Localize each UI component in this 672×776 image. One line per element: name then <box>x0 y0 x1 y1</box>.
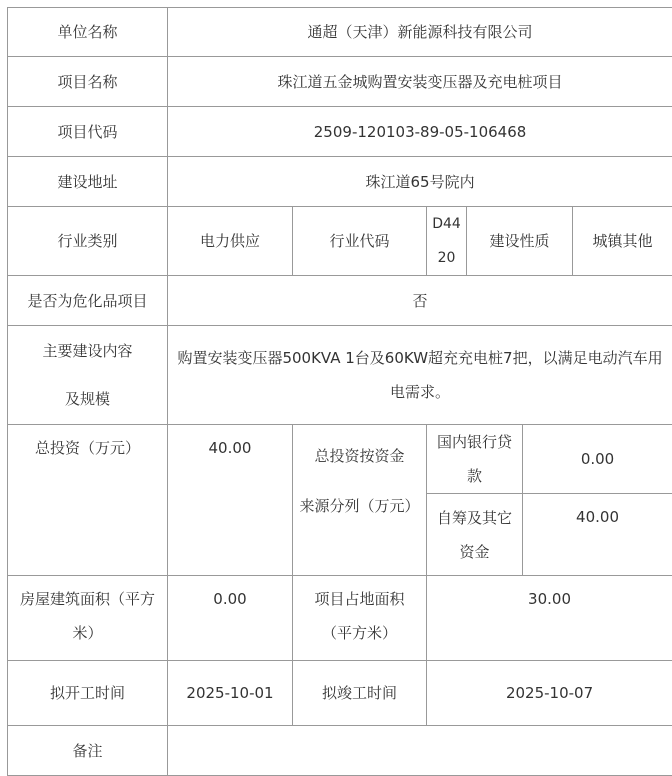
hazardous-value: 否 <box>168 276 672 326</box>
end-date-label: 拟竣工时间 <box>293 661 427 726</box>
row-hazardous <box>8 276 672 326</box>
bank-loan-value: 0.00 <box>523 425 672 494</box>
project-info-table <box>7 7 672 776</box>
land-area-value: 30.00 <box>427 576 672 661</box>
unit-name-value: 通超（天津）新能源科技有限公司 <box>168 8 672 57</box>
industry-code-value: D4420 <box>427 207 467 276</box>
main-content-value: 购置安装变压器500KVA 1台及60KW超充充电桩7把，以满足电动汽车用电需求。 <box>168 326 672 425</box>
remarks-value <box>168 726 672 776</box>
start-date-label: 拟开工时间 <box>8 661 168 726</box>
nature-label: 建设性质 <box>467 207 573 276</box>
row-site-address <box>8 157 672 207</box>
row-remarks <box>8 726 672 776</box>
row-main-content <box>8 326 672 425</box>
industry-code-label: 行业代码 <box>293 207 427 276</box>
self-fund-label: 自筹及其它资金 <box>427 494 523 576</box>
main-content-label-line2: 及规模 <box>12 375 163 423</box>
site-address-label: 建设地址 <box>8 157 168 207</box>
industry-label: 行业类别 <box>8 207 168 276</box>
main-content-label <box>8 326 168 425</box>
investment-value: 40.00 <box>168 425 293 576</box>
unit-name-label: 单位名称 <box>8 8 168 57</box>
bank-loan-label: 国内银行贷款 <box>427 425 523 494</box>
start-date-value: 2025-10-01 <box>168 661 293 726</box>
fund-source-label-line2: 来源分列（万元） <box>297 481 422 531</box>
row-project-code <box>8 107 672 157</box>
main-content-label-line1: 主要建设内容 <box>12 327 163 375</box>
row-unit-name <box>8 8 672 57</box>
row-area <box>8 576 672 661</box>
nature-value: 城镇其他 <box>573 207 672 276</box>
land-area-label-line1: 项目占地面积 <box>297 582 422 616</box>
row-investment-1 <box>8 425 672 494</box>
industry-value: 电力供应 <box>168 207 293 276</box>
end-date-value: 2025-10-07 <box>427 661 672 726</box>
building-area-value: 0.00 <box>168 576 293 661</box>
hazardous-label: 是否为危化品项目 <box>8 276 168 326</box>
fund-source-label-line1: 总投资按资金 <box>297 431 422 481</box>
land-area-label <box>293 576 427 661</box>
building-area-label: 房屋建筑面积（平方米） <box>8 576 168 661</box>
project-name-label: 项目名称 <box>8 57 168 107</box>
row-project-name <box>8 57 672 107</box>
row-industry <box>8 207 672 276</box>
row-dates <box>8 661 672 726</box>
project-code-value: 2509-120103-89-05-106468 <box>168 107 672 157</box>
land-area-label-line2: （平方米） <box>297 616 422 650</box>
investment-label: 总投资（万元） <box>8 425 168 576</box>
fund-source-label <box>293 425 427 576</box>
self-fund-value: 40.00 <box>523 494 672 576</box>
project-name-value: 珠江道五金城购置安装变压器及充电桩项目 <box>168 57 672 107</box>
site-address-value: 珠江道65号院内 <box>168 157 672 207</box>
project-code-label: 项目代码 <box>8 107 168 157</box>
remarks-label: 备注 <box>8 726 168 776</box>
